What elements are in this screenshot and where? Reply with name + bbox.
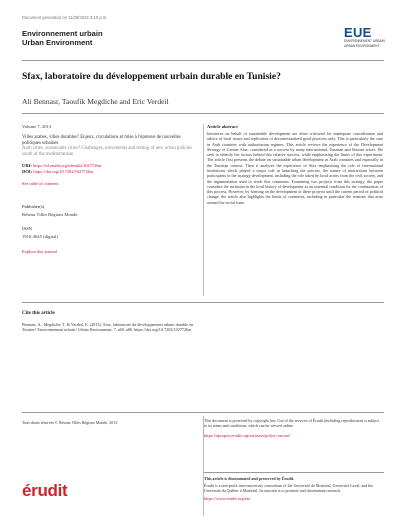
- column-divider: [203, 124, 204, 296]
- uri-link[interactable]: https://id.erudit.org/iderudit/1027726ar: [33, 162, 102, 168]
- abstract-section: [207, 124, 383, 205]
- title-divider: [22, 113, 384, 114]
- abstract-heading: Article abstract: [207, 124, 238, 129]
- cite-heading: Cite this article: [22, 311, 55, 316]
- toc-link[interactable]: See table of contents: [22, 180, 59, 186]
- journal-logo: [344, 27, 394, 49]
- rights-notice: Tous droits réservés © Réseau Villes Régions Monde, 2013: [22, 420, 118, 425]
- eue-logo-mark: EUE: [344, 25, 372, 40]
- volume: Volume 7, 2013: [22, 124, 52, 129]
- erudit-description: Érudit is a non-profit inter-university consortium of the Université de Montréal, Université Laval, and the Université du Québec à Montréal. Its mission is to promote and disseminate research.: [204, 483, 373, 494]
- generated-date: Document generated on 11/28/2022 3:10 p.m.: [22, 15, 108, 20]
- cite-divider: [22, 302, 384, 303]
- erudit-block: [204, 476, 382, 501]
- erudit-logo: érudit: [22, 481, 68, 500]
- publisher-name: Réseau Villes Régions Monde: [22, 211, 78, 217]
- explore-journal-link[interactable]: Explore this journal: [22, 249, 57, 255]
- doi-row: [22, 169, 194, 175]
- issn-value: 1916-4645 (digital): [22, 234, 58, 240]
- doi-label: DOI:: [22, 168, 33, 174]
- article-metadata: [22, 124, 194, 254]
- copyright-note: This document is protected by copyright law. Use of the services of Érudit (including reproduction) is subject to its terms and conditions, which can be viewed online.: [204, 418, 380, 429]
- erudit-link[interactable]: https://www.erudit.org/en/: [204, 495, 251, 501]
- policy-link[interactable]: https://apropos.erudit.org/en/users/policy-on-use/: [204, 433, 291, 439]
- journal-name: [22, 29, 103, 47]
- cite-text: Bennasr, A., Megdiche, T. & Verdeil, E. (2013). Sfax, laboratoire du développement urbain durable en Tunisie? Environnement urbain / Urban Environment, 7, a69–a86. https://doi.org/10.7202/1027726ar: [22, 322, 194, 333]
- eue-logo-sub1: ENVIRONNEMENT URBAIN: [344, 39, 385, 43]
- article-authors: Ali Bennasr, Taoufik Megdiche and Eric Verdeil: [22, 97, 169, 106]
- erudit-heading: This article is disseminated and preserved by Érudit.: [204, 476, 295, 481]
- copyright-block: [204, 418, 382, 439]
- publisher-heading: Publisher(s): [22, 203, 45, 209]
- uri-label: URI:: [22, 162, 32, 168]
- eue-logo-sub2: URBAN ENVIRONMENT: [344, 43, 380, 48]
- issue-title-fr: Villes arabes, villes durables? Enjeux, circulations et mise à l'épreuve de nouvelles politiques urbaines: [22, 134, 181, 146]
- doi-link[interactable]: https://doi.org/10.7202/1027726ar: [33, 168, 94, 174]
- journal-name-fr: Environnement urbain: [22, 29, 103, 38]
- footer-inner-divider: [204, 472, 384, 473]
- header-divider: [22, 60, 384, 61]
- issn-heading: ISSN: [22, 226, 32, 232]
- journal-name-en: Urban Environment: [22, 38, 93, 47]
- article-title: Sfax, laboratoire du développement urbain durable en Tunisie?: [22, 71, 281, 82]
- issue-title-en: Arab cities, sustainable cities? Challenges, movements and testing of new urban policies south of the mediterranean: [22, 146, 192, 158]
- footer-divider: [22, 412, 384, 413]
- abstract-text: Initiatives on behalf of sustainable development are often criticized for inadequate consideration and advice of local issues and replication of decontextualized good practices only. This is particularly the case in Arab countries with authoritarian regimes. This article reviews the experience of the Development Strategy of Greater Sfax, considered as a success by many international, Tunisian and Sfaxian actors. We seek to identify the factors behind this relative success, while emphasizing the limits of this experiment. The article first presents the debate on sustainable urban development in Arab countries and especially in the Tunisian context. Then it analyzes the experience of Sfax emphasizing the role of international institutions which played a major role in launching the process, the nature of interactions between participants in the strategy development, including the role taken by local actors from the civil society, and the argumentation used to reach this consensus. Examining two projects from this strategy, the paper considers the inclusion in the local history of development as an essential condition for the continuation of this process. However, by forming on the development of these projects until the current period of political change, the article also highlights the limits of consensus, including in particular the tensions that arise around the social issue.: [207, 131, 383, 205]
